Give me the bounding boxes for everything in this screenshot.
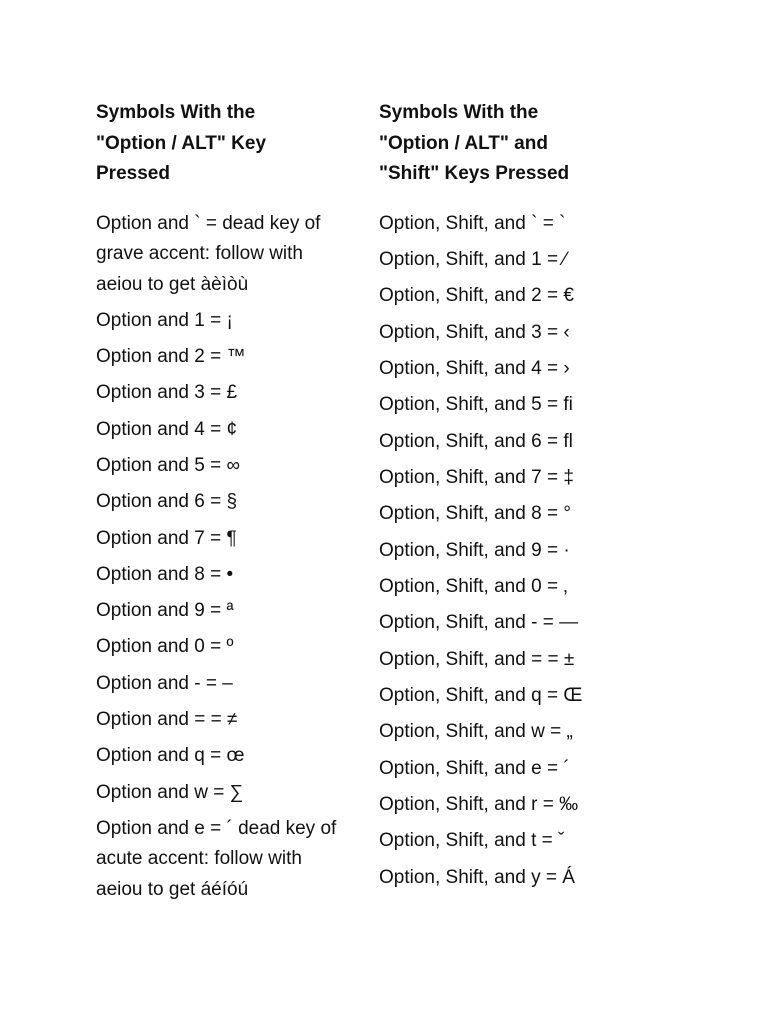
- list-item: Option and 4 = ¢: [96, 418, 238, 440]
- list-item: Option, Shift, and = = ±: [379, 648, 575, 670]
- list-item: Option, Shift, and 3 = ‹: [379, 321, 570, 343]
- list-item: Option and w = ∑: [96, 781, 244, 803]
- list-item: Option and = = ≠: [96, 709, 238, 731]
- list-item: Option and 7 = ¶: [96, 527, 237, 549]
- list-item: Option and 9 = ª: [96, 600, 234, 622]
- list-item: Option, Shift, and 7 = ‡: [379, 466, 574, 488]
- list-item: Option, Shift, and - = —: [379, 612, 579, 634]
- list-item: Option, Shift, and y = Á: [379, 866, 575, 888]
- list-item: Option and 6 = §: [96, 491, 238, 513]
- list-item: Option and q = œ: [96, 745, 245, 767]
- list-item: Option, Shift, and q = Œ: [379, 684, 583, 706]
- list-item: Option, Shift, and 5 = ﬁ: [379, 394, 573, 416]
- list-item: Option, Shift, and 9 = ·: [379, 539, 570, 561]
- list-item: Option and 5 = ∞: [96, 454, 241, 476]
- option-key-list: [96, 209, 366, 906]
- list-item: Option and - = –: [96, 672, 233, 694]
- option-shift-keys-heading: Symbols With the "Option / ALT" and "Shift" Keys Pressed: [379, 102, 570, 184]
- list-item: Option, Shift, and 6 = ﬂ: [379, 430, 573, 452]
- list-item: Option and 3 = £: [96, 382, 238, 404]
- option-key-heading: Symbols With the "Option / ALT" Key Pressed: [96, 102, 267, 184]
- list-item: Option and 1 = ¡: [96, 309, 233, 331]
- list-item: Option, Shift, and 1 = ⁄: [379, 248, 567, 270]
- list-item: Option, Shift, and 0 = ‚: [379, 575, 568, 597]
- option-shift-keys-list: [379, 209, 679, 894]
- list-item: Option and e = ´ dead key of acute accent: follow with aeiou to get áéíóú: [96, 817, 337, 900]
- list-item: Option and 2 = ™: [96, 346, 246, 368]
- option-key-column: [96, 98, 366, 911]
- list-item: Option, Shift, and r = ‰: [379, 794, 579, 815]
- list-item: Option and 0 = º: [96, 636, 234, 658]
- option-shift-keys-column: [379, 98, 679, 899]
- list-item: Option, Shift, and 2 = €: [379, 285, 574, 307]
- list-item: Option, Shift, and 8 = °: [379, 503, 571, 525]
- list-item: Option, Shift, and t = ˇ: [379, 830, 565, 852]
- list-item: Option and 8 = •: [96, 563, 234, 585]
- list-item: Option, Shift, and ` = `: [379, 212, 566, 234]
- list-item: Option and ` = dead key of grave accent: follow with aeiou to get àèìòù: [96, 212, 321, 295]
- list-item: Option, Shift, and e = ´: [379, 757, 570, 779]
- list-item: Option, Shift, and w = „: [379, 721, 573, 743]
- list-item: Option, Shift, and 4 = ›: [379, 357, 570, 379]
